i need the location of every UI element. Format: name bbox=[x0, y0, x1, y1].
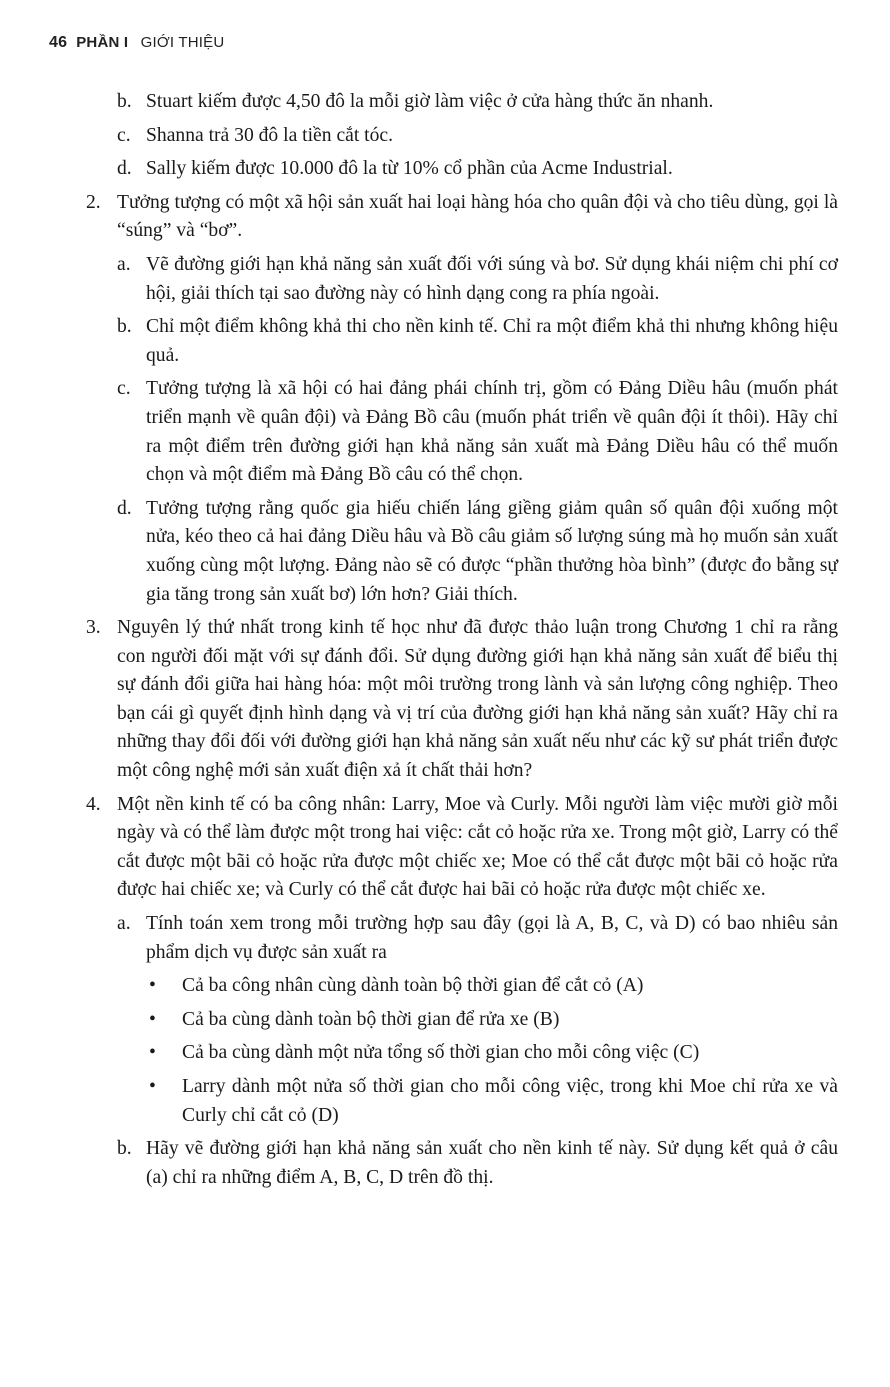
item-text: Vẽ đường giới hạn khả năng sản xuất đối với súng và bơ. Sử dụng khái niệm chi phí cơ hội, giải thích tại sao đường này có hình dạng cong ra phía ngoài. bbox=[146, 253, 838, 304]
item-text: Cả ba cùng dành toàn bộ thời gian để rửa xe (B) bbox=[182, 1008, 560, 1030]
bullet-item bbox=[146, 1073, 838, 1130]
exercise-item bbox=[86, 614, 838, 786]
item-text: Cả ba công nhân cùng dành toàn bộ thời gian để cắt cỏ (A) bbox=[182, 975, 644, 997]
item-marker: d. bbox=[117, 497, 132, 519]
item-marker: c. bbox=[117, 378, 131, 400]
item-text: Chỉ một điểm không khả thi cho nền kinh tế. Chỉ ra một điểm khả thi nhưng không hiệu quả. bbox=[146, 316, 838, 366]
header-separator bbox=[132, 34, 136, 51]
item-marker: b. bbox=[117, 1138, 132, 1160]
item-text: Nguyên lý thứ nhất trong kinh tế học như đã được thảo luận trong Chương 1 chỉ ra rằng con người đối mặt với sự đánh đổi. Sử dụng đường giới hạn khả năng sản xuất để biểu thị sự đánh đổi giữa hai hàng hóa: một môi trường trong lành và sản lượng công nghiệp. Theo bạn cái gì quyết định hình dạng và vị trí của đường giới hạn khả năng sản xuất? Hãy chỉ ra những thay đổi đối với đường giới hạn khả năng sản xuất nếu như các kỹ sư phát triển được một công nghệ mới sản xuất điện xả ít chất thải hơn? bbox=[117, 617, 838, 782]
item-text: Shanna trả 30 đô la tiền cắt tóc. bbox=[146, 124, 394, 146]
item-text: Tưởng tượng có một xã hội sản xuất hai loại hàng hóa cho quân đội và cho tiêu dùng, gọi là “súng” và “bơ”. bbox=[117, 191, 838, 242]
item-marker: d. bbox=[117, 158, 132, 180]
sub-question bbox=[117, 1135, 838, 1192]
item-marker: b. bbox=[117, 91, 132, 112]
item-text: Stuart kiếm được 4,50 đô la mỗi giờ làm việc ở cửa hàng thức ăn nhanh. bbox=[146, 91, 714, 112]
item-text: Sally kiếm được 10.000 đô la từ 10% cổ phần của Acme Industrial. bbox=[146, 158, 673, 180]
sub-question bbox=[117, 122, 838, 151]
item-marker: • bbox=[149, 1008, 156, 1030]
sub-question bbox=[117, 155, 838, 184]
item-text: Một nền kinh tế có ba công nhân: Larry, Moe và Curly. Mỗi người làm việc mười giờ mỗi ngày và có thể làm được một trong hai việc: cắt cỏ hoặc rửa xe. Trong một giờ, Larry có thể cắt được một bãi cỏ hoặc rửa được một chiếc xe; Moe có thể cắt được một bãi cỏ hoặc rửa được hai chiếc xe; và Curly có thể cắt được hai bãi cỏ hoặc rửa được một chiếc xe. bbox=[117, 793, 839, 901]
exercise-item bbox=[86, 189, 838, 246]
sub-question bbox=[117, 910, 838, 967]
item-marker: • bbox=[149, 1042, 156, 1064]
item-text: Larry dành một nửa số thời gian cho mỗi công việc, trong khi Moe chỉ rửa xe và Curly chỉ cắt cỏ (D) bbox=[182, 1076, 838, 1126]
sub-question bbox=[117, 313, 838, 370]
page-number: 46 bbox=[49, 34, 68, 51]
item-marker: a. bbox=[117, 913, 131, 935]
bullet-item bbox=[146, 1039, 838, 1068]
part-label: PHẦN I bbox=[76, 34, 129, 51]
sub-question bbox=[117, 495, 838, 609]
item-marker: • bbox=[149, 1076, 156, 1097]
item-marker: • bbox=[149, 975, 156, 997]
item-text: Tưởng tượng là xã hội có hai đảng phái chính trị, gồm có Đảng Diều hâu (muốn phát triển mạnh về quân đội) và Đảng Bồ câu (muốn phát triển về quân đội ít thôi). Hãy chỉ ra một điểm trên đường giới hạn khả năng sản xuất mà Đảng Diều hâu có thể muốn chọn và một điểm mà Đảng Bồ câu có thể chọn. bbox=[146, 378, 838, 486]
item-marker: 2. bbox=[86, 191, 101, 213]
item-text: Tưởng tượng rằng quốc gia hiếu chiến láng giềng giảm quân số quân đội xuống một nửa, kéo theo cả hai đảng Diều hâu và Bồ câu giảm số lượng súng mà họ muốn sản xuất xuống cùng một lượng. Đảng nào sẽ có được “phần thưởng hòa bình” (được đo bằng sự gia tăng trong sản xuất bơ) lớn hơn? Giải thích. bbox=[146, 497, 838, 605]
sub-question bbox=[117, 375, 838, 489]
item-marker: a. bbox=[117, 253, 131, 275]
item-text: Tính toán xem trong mỗi trường hợp sau đây (gọi là A, B, C, và D) có bao nhiêu sản phẩm dịch vụ được sản xuất ra bbox=[146, 913, 838, 963]
sub-question bbox=[117, 251, 838, 308]
sub-question bbox=[117, 88, 838, 117]
running-header bbox=[49, 34, 224, 52]
exercise-item bbox=[86, 791, 838, 905]
item-text: Hãy vẽ đường giới hạn khả năng sản xuất cho nền kinh tế này. Sử dụng kết quả ở câu (a) chỉ ra những điểm A, B, C, D trên đồ thị. bbox=[146, 1138, 838, 1188]
item-text: Cả ba cùng dành một nửa tổng số thời gian cho mỗi công việc (C) bbox=[182, 1042, 700, 1064]
item-marker: b. bbox=[117, 316, 132, 338]
section-title: GIỚI THIỆU bbox=[140, 34, 225, 51]
item-marker: c. bbox=[117, 124, 131, 146]
item-marker: 4. bbox=[86, 793, 101, 815]
bullet-item bbox=[146, 1006, 838, 1035]
bullet-item bbox=[146, 972, 838, 1001]
item-marker: 3. bbox=[86, 617, 101, 639]
exercise-list bbox=[86, 88, 838, 1197]
